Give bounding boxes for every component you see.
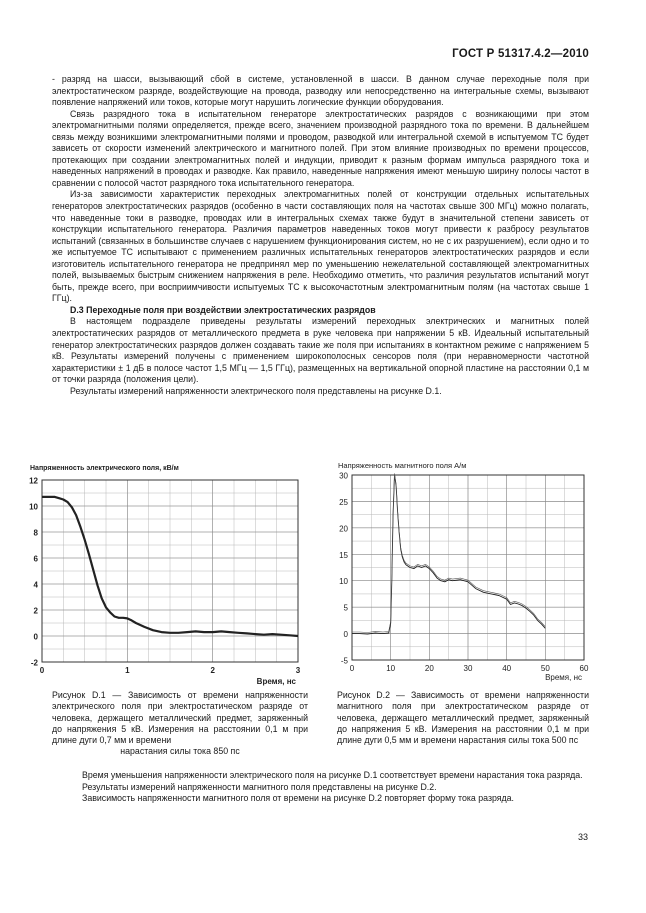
x-axis-label: Время, нс	[545, 673, 582, 682]
paragraph: Время уменьшения напряженности электрического поля на рисунке D.1 соответствует времени нарастания тока разряда.	[82, 770, 583, 780]
y-tick-label: -5	[340, 656, 348, 666]
paragraph: Из-за зависимости характеристик переходных электромагнитных полей от конструкции отдельных испытательных генераторов электростатических разрядов (особенно в части составляющих поля на частотах свыше 300 МГц) можно полагать, что наведенные токи в разводке, проводах или в интегральных схемах также будут в значительной степени зависеть от конструкции испытательного генератора. Различия параметров наведенных токов могут привести к разбросу результатов испытаний (связанных в большинстве случаев с нарушением функционирования систем, но не с их разрушением), если одно и то же испытуемое ТС испытывают с применением различных испытательных генераторов электростатических разрядов и если изготовитель испытательного генератора не предпринял мер по уменьшению нежелательной составляющей электромагнитных полей, вызываемых быстрым снижением напряжения в реле. Необходимо отметить, что различия результатов испытаний могут быть, прежде всего, при восприимчивости испытуемых ТС к высокочастотным электромагнитным полям (на частотах свыше 1 ГГц).	[52, 189, 589, 304]
page-number: 33	[577, 832, 588, 842]
figure-d1	[30, 460, 320, 695]
x-tick-label: 10	[386, 664, 396, 673]
x-axis-label: Время, нс	[256, 677, 296, 686]
y-tick-label: 12	[29, 476, 38, 486]
paragraph: Связь разрядного тока в испытательном генераторе электростатических разрядов с возникающими при этом электромагнитными полями определяется, прежде всего, значением производной разрядного тока по времени. В дальнейшем связь между возникшими электромагнитными полями и проводом, разводкой или интегральной схемой в испытуемом ТС будет зависеть от скорости изменений электрического и магнитного полей. При этом влияние производных по времени процессов, протекающих при создании электромагнитных полей и индукции, приводит к разным формам импульса разрядного тока и наведенных напряжений в проводах и разводке. Как правило, наведенные напряжения имеют меньшую ширину полосы частот в сравнении с полосой частот разрядного тока испытательного генератора.	[52, 108, 589, 188]
x-tick-label: 0	[349, 664, 355, 673]
x-tick-label: 20	[424, 664, 434, 673]
figure-d2	[318, 462, 603, 692]
y-tick-label: -2	[30, 658, 38, 668]
x-tick-label: 50	[540, 664, 550, 673]
figure-d2-caption	[337, 690, 589, 746]
paragraph: Результаты измерений напряженности магнитного поля представлены на рисунке D.2.	[82, 781, 437, 792]
y-tick-label: 2	[33, 606, 38, 616]
body-text	[52, 74, 589, 397]
paragraph: В настоящем подразделе приведены результаты измерений переходных электрических и магнитных полей электростатических разрядов от металлического предмета в руке человека при напряжении 5 кВ. Идеальный испытательный генератор электростатических разрядов должен создавать такие же поля при испытаниях в контактном режиме с напряжением 5 кВ. Результаты измерений получены с применением широкополосных сенсоров поля (при неравномерности частотной характеристики ± 1 дБ в полосе частот 1,5 МГц — 1,5 ГГц), размещенных на вертикальной опорной пластине на расстоянии 0,1 м от точки разряда (положения цели).	[52, 316, 589, 385]
y-tick-label: 0	[33, 632, 38, 642]
paragraph: Зависимость напряженности магнитного поля от времени на рисунке D.2 повторяет форму тока разряда.	[82, 793, 515, 804]
chart-title: Напряженность электрического поля, кВ/м	[30, 465, 179, 472]
figure-d1-caption-text: Рисунок D.1 — Зависимость от времени напряженности электрического поля при электростатическом разряде от человека, держащего металлический предмет, заряженный до напряжения 5 кВ. Измерения на расстоянии 0,1 м при длине дуги 0,7 мм и времени	[52, 690, 308, 746]
figure-d1-caption-last: нарастания силы тока 850 пс	[120, 746, 240, 757]
y-tick-label: 5	[343, 603, 348, 613]
magnetic-field-chart	[318, 462, 603, 687]
y-tick-label: 10	[339, 577, 348, 587]
y-tick-label: 30	[339, 471, 348, 481]
paragraph: Результаты измерений напряженности электрического поля представлены на рисунке D.1.	[70, 385, 442, 396]
y-tick-label: 4	[33, 580, 38, 590]
x-tick-label: 40	[502, 664, 512, 673]
y-tick-label: 20	[339, 524, 348, 534]
figure-d2-caption-text: Рисунок D.2 — Зависимость от времени напряженности магнитного поля при электростатическом разряде от человека, держащего металлический предмет, заряженный до напряжения 5 кВ. Измерения на расстоянии 0,1 м при длине дуги 0,5 мм и времени нарастания силы тока 500 пс	[337, 690, 589, 746]
y-tick-label: 8	[33, 528, 38, 538]
y-tick-label: 25	[339, 497, 348, 507]
x-tick-label: 0	[39, 666, 45, 675]
bottom-text	[52, 770, 589, 805]
y-tick-label: 6	[33, 554, 38, 564]
figure-d1-caption	[52, 690, 308, 758]
chart-title: Напряженность магнитного поля А/м	[338, 461, 467, 470]
x-tick-label: 30	[463, 664, 473, 673]
x-tick-label: 1	[125, 666, 130, 675]
electric-field-chart	[30, 460, 320, 690]
paragraph: - разряд на шасси, вызывающий сбой в системе, установленной в шасси. В данном случае переходные поля при электростатическом разряде, воздействующие на провода, разводку или непосредственно на интегральные схемы, вызывают появление напряжений или токов, которые могут нарушить логические функции оборудования.	[52, 74, 589, 108]
y-tick-label: 15	[339, 550, 348, 560]
y-tick-label: 10	[29, 502, 38, 512]
section-heading: D.3 Переходные поля при воздействии электростатических разрядов	[70, 304, 376, 315]
x-tick-label: 2	[210, 666, 215, 675]
document-header: ГОСТ Р 51317.4.2—2010	[452, 48, 589, 60]
y-tick-label: 0	[343, 630, 348, 640]
x-tick-label: 3	[295, 666, 301, 675]
x-tick-label: 60	[579, 664, 589, 673]
